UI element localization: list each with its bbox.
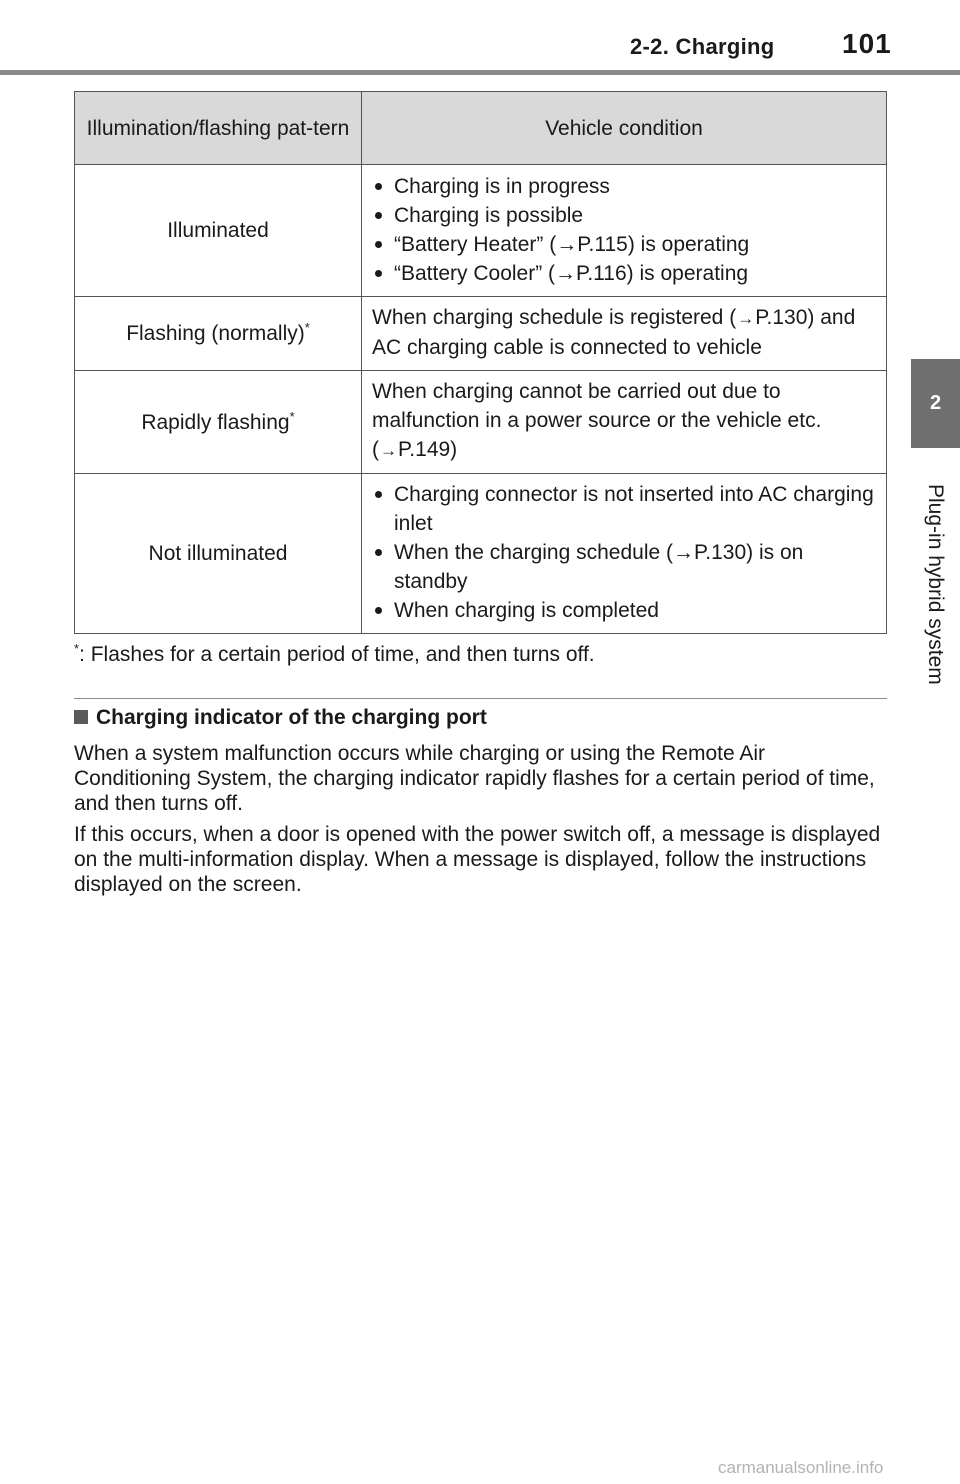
column-header-pattern: Illumination/flashing pat-tern bbox=[75, 92, 362, 165]
table-footnote bbox=[74, 643, 595, 667]
detail-text: When charging schedule is registered ( bbox=[372, 306, 737, 329]
page-reference[interactable]: P.149) bbox=[398, 438, 458, 461]
footnote-text: : Flashes for a certain period of time, and then turns off. bbox=[79, 643, 595, 666]
table-row bbox=[75, 297, 887, 371]
list-item: When the charging schedule (→P.130) is on standby bbox=[372, 538, 878, 596]
bullet-list bbox=[372, 480, 878, 625]
section-heading bbox=[74, 706, 487, 730]
row-condition: Not illuminated bbox=[75, 474, 362, 634]
row-detail bbox=[362, 474, 887, 634]
indicator-status-table bbox=[74, 91, 887, 634]
body-paragraph: When a system malfunction occurs while charging or using the Remote Air Conditioning System, the charging indicator rapidly flashes for a certain period of time, and then turns off. bbox=[74, 742, 875, 815]
bullet-list bbox=[372, 172, 878, 288]
column-header-condition: Vehicle condition bbox=[362, 92, 887, 165]
section-divider bbox=[74, 698, 887, 699]
arrow-icon: → bbox=[380, 441, 397, 460]
table-header-row bbox=[75, 92, 887, 165]
header-section-title: 2-2. Charging bbox=[630, 34, 775, 59]
table-row bbox=[75, 165, 887, 297]
footnote-marker: * bbox=[304, 320, 310, 335]
section-heading-text: Charging indicator of the charging port bbox=[96, 706, 487, 729]
row-condition bbox=[75, 297, 362, 371]
list-item: “Battery Cooler” (→P.116) is operating bbox=[372, 259, 878, 288]
list-item: Charging is possible bbox=[372, 201, 878, 230]
row-condition bbox=[75, 371, 362, 474]
body-paragraph: If this occurs, when a door is opened with the power switch off, a message is displayed on the multi-information display. When a message is displayed, follow the instructions displayed on the screen. bbox=[74, 823, 881, 896]
row-detail bbox=[362, 297, 887, 371]
page-reference[interactable]: P.130) bbox=[755, 306, 815, 329]
table-row bbox=[75, 474, 887, 634]
header-rule bbox=[0, 70, 960, 75]
list-item: Charging connector is not inserted into AC charging inlet bbox=[372, 480, 878, 538]
arrow-icon: → bbox=[737, 309, 755, 328]
chapter-tab[interactable] bbox=[911, 359, 960, 448]
list-item: “Battery Heater” (→P.115) is operating bbox=[372, 230, 878, 259]
row-detail bbox=[362, 165, 887, 297]
detail-text: When charging cannot be carried out due to malfunction in a power source or the vehicle etc. ( bbox=[372, 380, 822, 461]
chapter-label-text: Plug-in hybrid system bbox=[924, 484, 947, 685]
table-row bbox=[75, 371, 887, 474]
watermark: carmanualsonline.info bbox=[718, 1458, 884, 1477]
chapter-number: 2 bbox=[929, 392, 942, 414]
row-detail bbox=[362, 371, 887, 474]
page-number: 101 bbox=[842, 28, 892, 59]
list-item: When charging is completed bbox=[372, 596, 878, 625]
condition-text: Flashing (normally) bbox=[126, 322, 305, 345]
list-item: Charging is in progress bbox=[372, 172, 878, 201]
chapter-label bbox=[918, 462, 952, 707]
square-bullet-icon bbox=[74, 710, 88, 724]
detail-text: and AC charging cable is connected to vehicle bbox=[372, 306, 856, 359]
footnote-marker: * bbox=[74, 641, 80, 656]
condition-text: Rapidly flashing bbox=[141, 410, 290, 434]
row-condition: Illuminated bbox=[75, 165, 362, 297]
footnote-marker: * bbox=[289, 408, 295, 424]
